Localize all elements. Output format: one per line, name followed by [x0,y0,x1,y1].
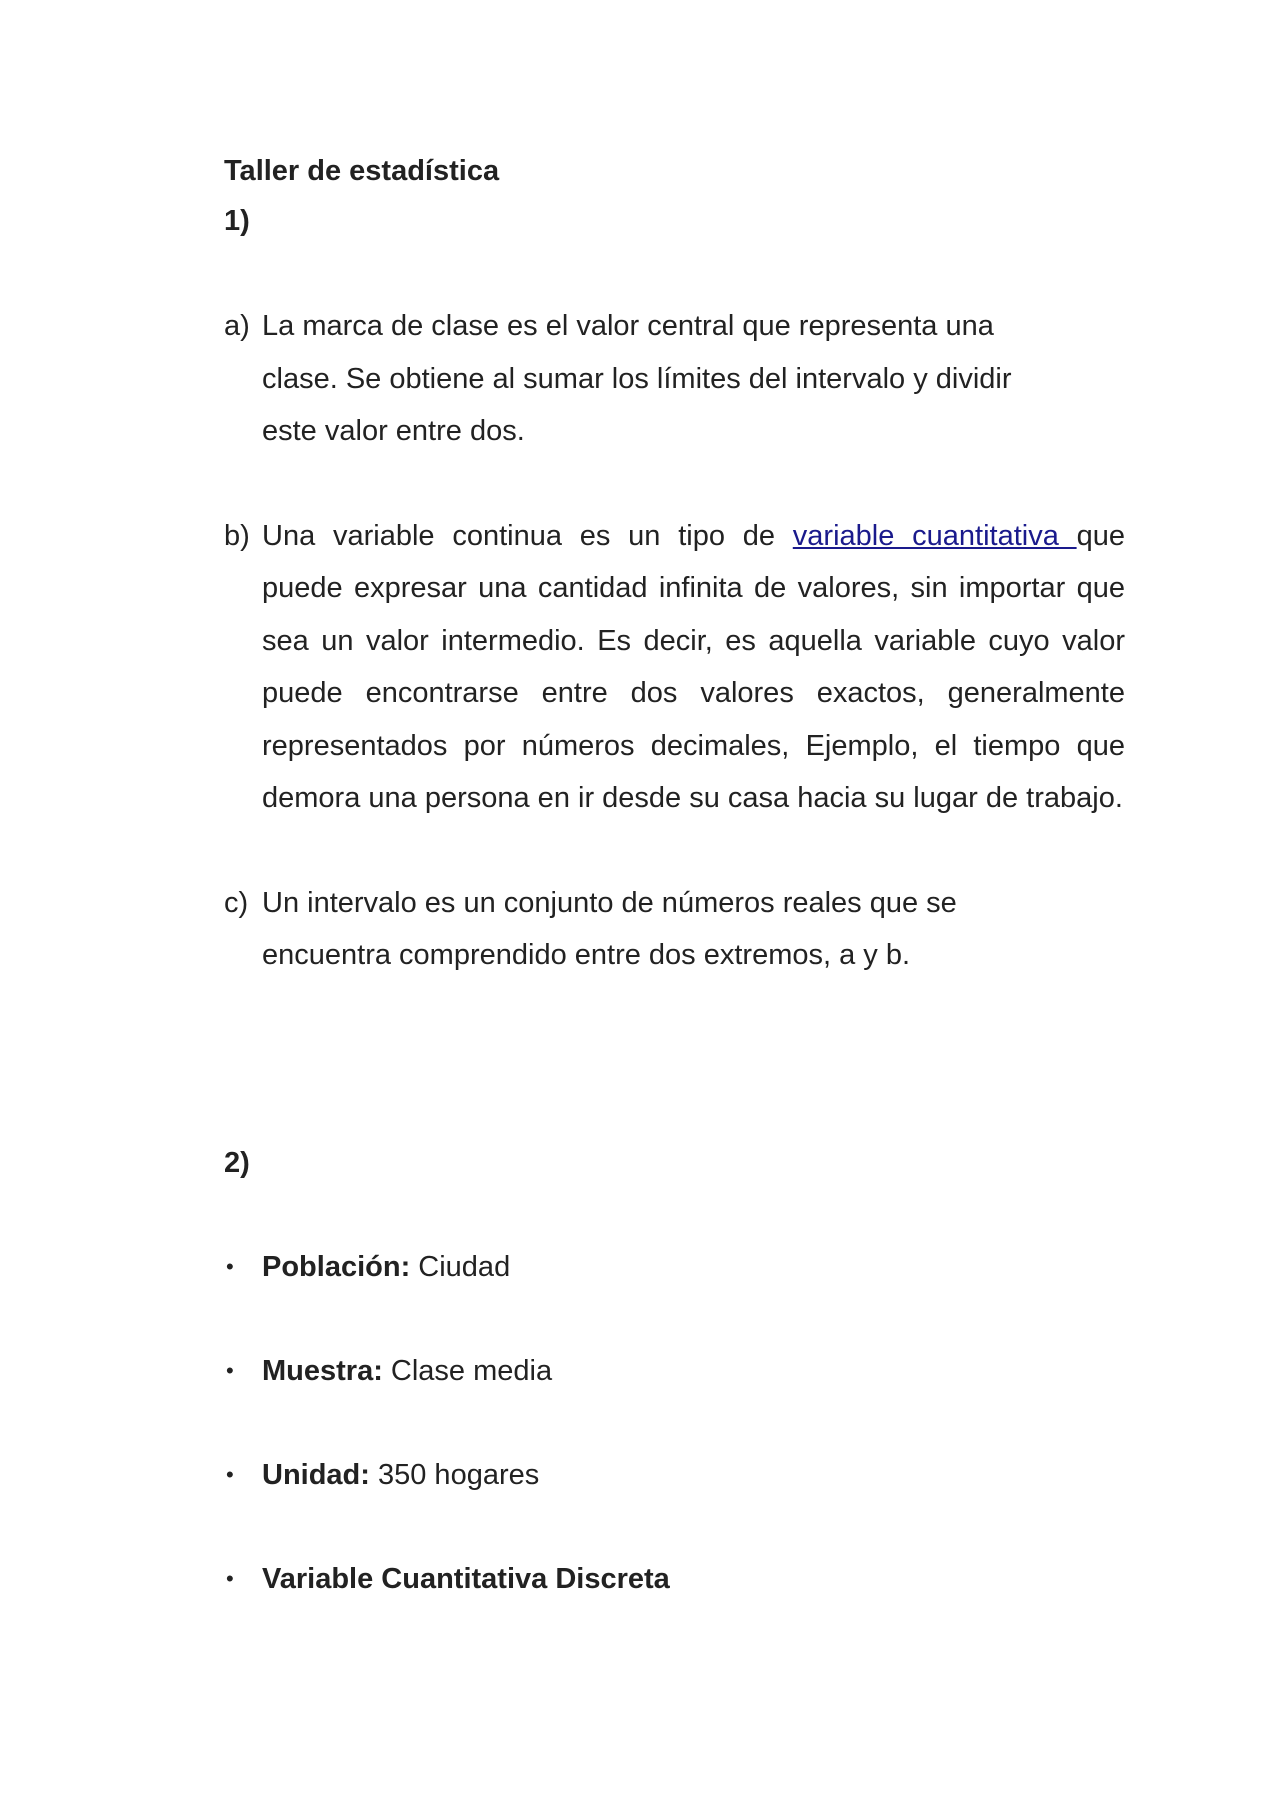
list-item-a [224,300,1052,458]
bullet-icon: • [226,1357,234,1383]
list-item-a-text: La marca de clase es el valor central que representa una clase. Se obtiene al sumar los límites del intervalo y dividir este valor entre dos. [262,310,1012,447]
section-1-number: 1) [224,205,250,237]
list-marker-c: c) [224,886,249,919]
bullet-icon: • [226,1461,234,1487]
bullet-item-unidad [224,1450,1104,1500]
bullet-item-poblacion [224,1242,1104,1292]
bullet-label-variable: Variable Cuantitativa Discreta [262,1562,670,1595]
variable-cuantitativa-link[interactable]: variable cuantitativa [792,519,1077,552]
list-marker-a: a) [224,310,250,342]
list-marker-b: b) [224,519,250,552]
bullet-item-muestra [224,1346,1104,1396]
bullet-value-muestra: Clase media [382,1354,553,1387]
bullet-label-muestra: Muestra: [262,1354,383,1387]
bullet-value-unidad: 350 hogares [369,1458,540,1491]
list-item-c-text: Un intervalo es un conjunto de números reales que se encuentra comprendido entre dos extremos, a y b. [262,886,957,971]
list-item-b-text-after: que puede expresar una cantidad infinita de valores, sin importar que sea un valor intermedio. Es decir, es aquella variable cuyo valor puede encontrarse entre dos valores exactos, generalmente representados por números decimales, Ejemplo, el tiempo que demora una persona en ir desde su casa hacia su lugar de trabajo. [262,519,1125,814]
bullet-label-poblacion: Población: [262,1250,411,1283]
bullet-icon: • [226,1565,234,1591]
list-item-b [224,510,1125,825]
list-item-c [224,877,1052,982]
bullet-label-unidad: Unidad: [262,1458,370,1491]
document-content [224,146,1125,1604]
bullet-value-poblacion: Ciudad [410,1250,511,1283]
bullet-item-variable [224,1554,1104,1604]
document-title: Taller de estadística [224,155,500,187]
list-item-b-text-before: Una variable continua es un tipo de [262,519,793,552]
section-2-number: 2) [224,1146,250,1179]
bullet-icon: • [226,1253,234,1279]
